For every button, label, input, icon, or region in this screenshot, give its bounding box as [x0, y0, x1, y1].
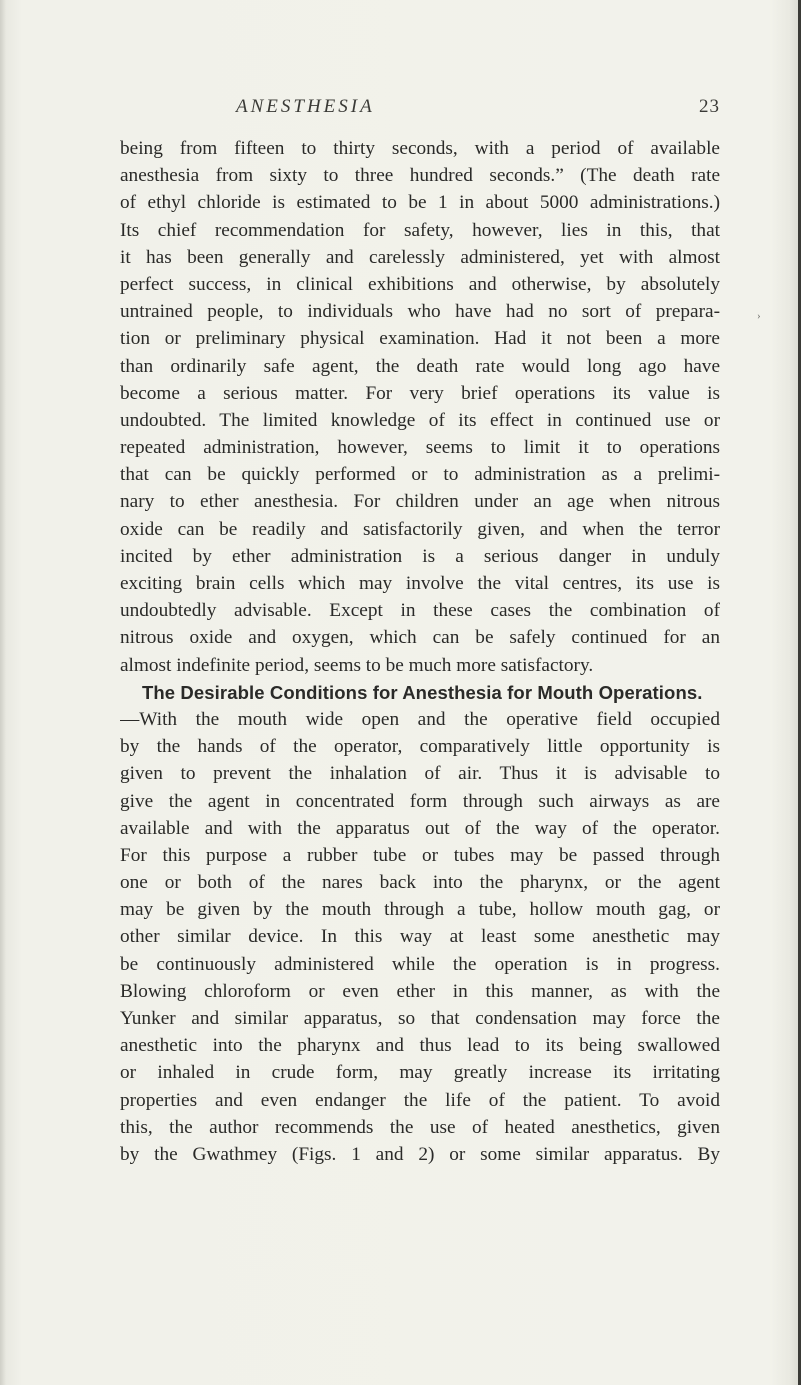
- text-line: nitrous oxide and oxygen, which can be safely continued for an: [120, 627, 720, 649]
- text-line: —With the mouth wide open and the operative field occupied: [120, 708, 720, 730]
- text-line: Yunker and similar apparatus, so that condensation may force the: [120, 1008, 720, 1029]
- text-line: be continuously administered while the operation is in progress.: [120, 953, 720, 975]
- text-line: undoubted. The limited knowledge of its effect in continued use or: [120, 409, 720, 431]
- text-line: it has been generally and carelessly administered, yet with almost: [120, 246, 720, 268]
- text-line: For this purpose a rubber tube or tubes may be passed through: [120, 844, 720, 866]
- page-gutter-shadow: [0, 0, 6, 1385]
- text-line: almost indefinite period, seems to be much more satisfactory.: [120, 654, 594, 676]
- text-line: that can be quickly performed or to administration as a prelimi-: [120, 464, 720, 486]
- body-text: [120, 135, 720, 1168]
- text-line: anesthesia from sixty to three hundred seconds.” (The death rate: [120, 165, 720, 187]
- text-line: than ordinarily safe agent, the death rate would long ago have: [120, 355, 720, 377]
- text-line: become a serious matter. For very brief operations its value is: [120, 382, 720, 404]
- text-line: may be given by the mouth through a tube, hollow mouth gag, or: [120, 899, 720, 921]
- text-line: nary to ether anesthesia. For children under an age when nitrous: [120, 491, 720, 513]
- text-line: anesthetic into the pharynx and thus lead to its being swallowed: [120, 1035, 720, 1057]
- section-subheading: The Desirable Conditions for Anesthesia for Mouth Operations.: [142, 681, 703, 703]
- text-line: by the Gwathmey (Figs. 1 and 2) or some similar apparatus. By: [120, 1143, 720, 1165]
- text-line: untrained people, to individuals who have had no sort of prepara-: [120, 301, 720, 323]
- text-line: Its chief recommendation for safety, however, lies in this, that: [120, 219, 720, 241]
- text-line: given to prevent the inhalation of air. Thus it is advisable to: [120, 763, 720, 785]
- text-line: undoubtedly advisable. Except in these cases the combination of: [120, 600, 720, 622]
- text-line: properties and even endanger the life of the patient. To avoid: [120, 1089, 720, 1111]
- text-line: this, the author recommends the use of heated anesthetics, given: [120, 1116, 720, 1138]
- text-line: give the agent in concentrated form through such airways as are: [120, 790, 720, 812]
- text-line: incited by ether administration is a serious danger in unduly: [120, 545, 720, 567]
- running-head-title: ANESTHESIA: [236, 96, 375, 117]
- text-line: being from fifteen to thirty seconds, with a period of available: [120, 138, 720, 159]
- text-line: other similar device. In this way at least some anesthetic may: [120, 926, 720, 948]
- text-line: oxide can be readily and satisfactorily given, and when the terror: [120, 518, 720, 540]
- text-line: available and with the apparatus out of the way of the operator.: [120, 817, 720, 839]
- running-head: [120, 96, 720, 126]
- text-line: one or both of the nares back into the pharynx, or the agent: [120, 872, 720, 894]
- text-line: Blowing chloroform or even ether in this manner, as with the: [120, 980, 720, 1002]
- text-line: of ethyl chloride is estimated to be 1 in about 5000 administrations.): [120, 192, 720, 214]
- page-number: 23: [699, 96, 720, 117]
- text-line: tion or preliminary physical examination. Had it not been a more: [120, 328, 720, 350]
- margin-mark: ›: [757, 310, 761, 322]
- text-line: perfect success, in clinical exhibitions and otherwise, by absolutely: [120, 273, 720, 295]
- text-line: or inhaled in crude form, may greatly increase its irritating: [120, 1062, 720, 1084]
- text-line: repeated administration, however, seems to limit it to operations: [120, 437, 720, 459]
- text-line: exciting brain cells which may involve the vital centres, its use is: [120, 573, 720, 594]
- text-line: by the hands of the operator, comparatively little opportunity is: [120, 736, 720, 758]
